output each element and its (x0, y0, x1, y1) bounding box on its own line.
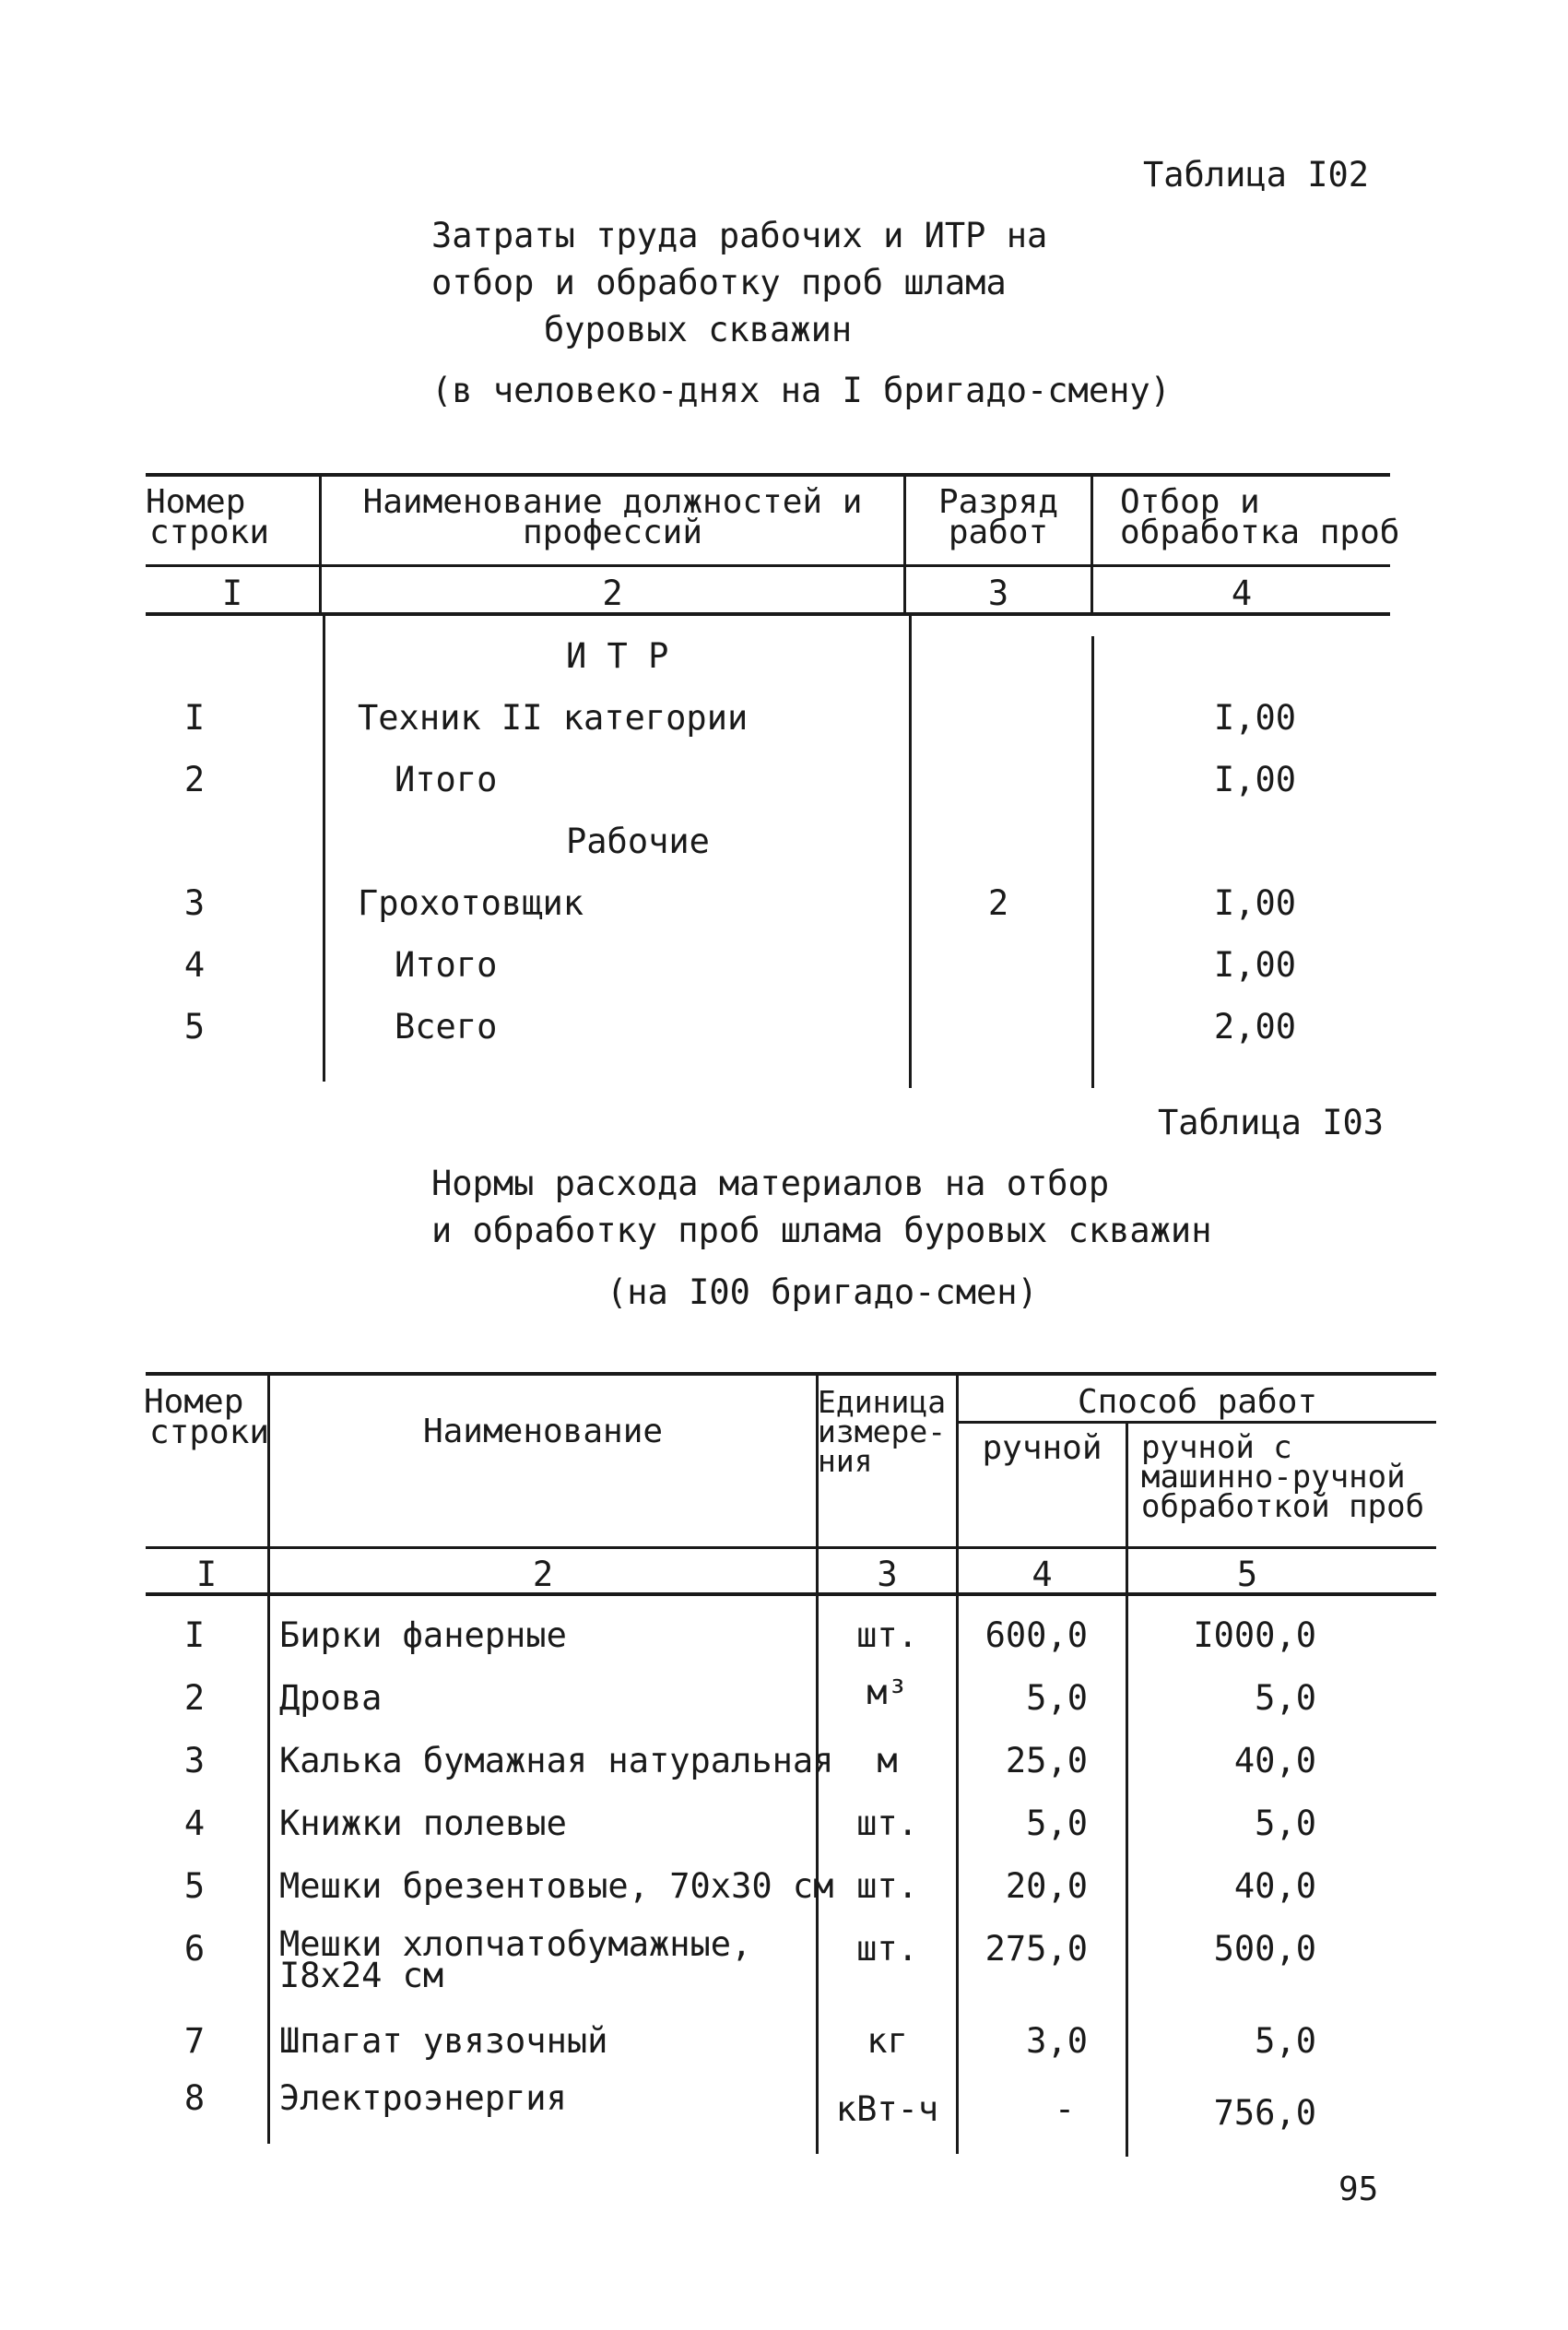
table-102-header-grade-l2: работ (948, 514, 1049, 551)
table-103-row-1-unit: шт. (856, 1615, 918, 1655)
table-102-vline-1-body (323, 616, 325, 1082)
table-103-row-5-machine: 40,0 (1233, 1866, 1316, 1906)
table-103-row-3-number: 3 (183, 1741, 206, 1780)
table-102-top-rule (146, 473, 1390, 477)
table-103-row-7-unit: кг (867, 2021, 908, 2061)
table-103-header-manual: ручной (982, 1429, 1102, 1467)
table-103-header-machine-l2: машинно-ручной (1141, 1459, 1406, 1496)
table-102-row-3-name: Грохотовщик (358, 883, 584, 923)
table-102-vline-2-body (909, 616, 912, 1088)
table-102-colnum-4: 4 (1231, 574, 1253, 613)
table-103-row-7-manual: 3,0 (1026, 2021, 1088, 2061)
table-103-row-2-name: Дрова (279, 1678, 383, 1718)
table-103-colnum-2: 2 (532, 1555, 554, 1594)
table-102-header-number-l1: Номер (146, 483, 246, 521)
table-103-row-7-number: 7 (183, 2021, 206, 2061)
table-102-row-3-value: I,00 (1213, 883, 1296, 923)
table-103-row-6-machine: 500,0 (1213, 1929, 1316, 1969)
table-103-row-4-manual: 5,0 (1026, 1804, 1088, 1843)
table-102-row-5-name: Всего (395, 1007, 498, 1047)
table-102-title-line-1: Затраты труда рабочих и ИТР на (431, 216, 1048, 255)
table-103-row-3-machine: 40,0 (1233, 1741, 1316, 1780)
table-102-header-grade-l1: Разряд (937, 483, 1059, 521)
table-103-header-number-l2: строки (149, 1413, 270, 1451)
table-103-row-1-machine: I000,0 (1193, 1615, 1316, 1655)
table-102-row-1-name: Техник II категории (358, 698, 749, 738)
table-103-header-machine-l3: обработкой проб (1141, 1488, 1425, 1525)
table-103-row-4-name: Книжки полевые (279, 1804, 567, 1843)
table-102-header-value-l1: Отбор и (1120, 483, 1260, 521)
table-102-unit: (в человеко-днях на I бригадо-смену) (431, 371, 1171, 410)
table-102-header-value-l2: обработка проб (1120, 514, 1400, 551)
table-103-row-5-manual: 20,0 (1005, 1866, 1088, 1906)
table-102-header-rule (146, 564, 1390, 567)
table-102-header-name-l1: Наименование должностей и (362, 483, 863, 521)
table-103-row-6-name-l2: I8х24 см (279, 1956, 444, 1995)
table-103-colnum-4: 4 (1032, 1555, 1053, 1594)
table-103-title-line-2: и обработку проб шлама буровых скважин (431, 1211, 1212, 1250)
table-103-row-8-number: 8 (183, 2078, 206, 2118)
table-102-row-5-value: 2,00 (1213, 1007, 1296, 1047)
table-103-row-3-manual: 25,0 (1005, 1741, 1088, 1780)
table-103-row-1-number: I (183, 1615, 206, 1655)
table-102-row-2-number: 2 (183, 760, 206, 799)
table-103-row-5-number: 5 (183, 1866, 206, 1906)
table-103-row-5-name: Мешки брезентовые, 70х30 см (279, 1866, 834, 1906)
table-102-header-name-l2: профессий (522, 514, 703, 551)
table-103-row-3-unit: м (877, 1741, 898, 1780)
table-102-row-2-name: Итого (395, 760, 498, 799)
table-103-header-name: Наименование (422, 1413, 664, 1450)
table-103-header-machine-l1: ручной с (1141, 1429, 1292, 1466)
table-103-colnum-5: 5 (1236, 1555, 1258, 1594)
table-103-row-8-name: Электроэнергия (279, 2078, 567, 2118)
table-102-title-line-3: буровых скважин (544, 310, 853, 349)
table-103-row-2-unit: м³ (867, 1673, 908, 1712)
table-102-row-1-value: I,00 (1213, 698, 1296, 738)
table-102-section-workers: Рабочие (566, 822, 710, 861)
table-102-title-line-2: отбор и обработку проб шлама (431, 263, 1007, 302)
table-103-row-8-unit: кВт-ч (835, 2089, 939, 2129)
table-103-header-number-l1: Номер (144, 1383, 244, 1421)
table-103-row-6-manual: 275,0 (984, 1929, 1088, 1969)
table-103-row-5-unit: шт. (856, 1866, 918, 1906)
table-103-row-6-unit: шт. (856, 1929, 918, 1969)
table-103-row-2-number: 2 (183, 1678, 206, 1718)
table-103-row-1-name: Бирки фанерные (279, 1615, 567, 1655)
table-103-top-rule (146, 1372, 1436, 1376)
table-102-colnum-1: I (221, 574, 243, 613)
table-102-row-1-number: I (183, 698, 206, 738)
table-103-row-7-machine: 5,0 (1255, 2021, 1316, 2061)
table-103-title-line-1: Нормы расхода материалов на отбор (431, 1164, 1110, 1203)
table-102-row-3-number: 3 (183, 883, 206, 923)
table-103-unit: (на I00 бригадо-смен) (607, 1272, 1038, 1312)
table-103-row-2-manual: 5,0 (1026, 1678, 1088, 1718)
table-103-row-4-unit: шт. (856, 1804, 918, 1843)
table-103-colnum-1: I (195, 1555, 218, 1594)
table-102-row-4-name: Итого (395, 945, 498, 985)
table-102-row-4-number: 4 (183, 945, 206, 985)
page-number: 95 (1338, 2170, 1379, 2208)
table-103-group-rule (958, 1421, 1436, 1424)
table-103-header-unit-l3: ния (818, 1443, 873, 1479)
table-103-row-4-number: 4 (183, 1804, 206, 1843)
table-103-label: Таблица I03 (1158, 1103, 1385, 1142)
table-103-row-7-name: Шпагат увязочный (279, 2021, 608, 2061)
table-103-row-2-machine: 5,0 (1255, 1678, 1316, 1718)
table-102-row-3-grade: 2 (987, 883, 1009, 923)
table-102-section-itr: И Т Р (566, 636, 669, 676)
table-103-row-4-machine: 5,0 (1255, 1804, 1316, 1843)
table-103-header-group: Способ работ (1077, 1383, 1318, 1421)
table-102-row-4-value: I,00 (1213, 945, 1296, 985)
table-103-colnum-3: 3 (877, 1555, 898, 1594)
table-102-label: Таблица I02 (1143, 155, 1370, 195)
table-103-header-unit-l2: измере- (818, 1413, 947, 1449)
table-102-row-5-number: 5 (183, 1007, 206, 1047)
table-103-row-6-name-l1: Мешки хлопчатобумажные, (279, 1924, 752, 1964)
table-103-row-8-manual: - (1054, 2089, 1076, 2129)
table-103-header-rule (146, 1546, 1436, 1549)
table-103-header-unit-l1: Единица (818, 1384, 947, 1420)
table-103-row-6-number: 6 (183, 1929, 206, 1969)
table-103-vline-1 (267, 1374, 270, 2144)
table-102-header-number-l2: строки (149, 514, 270, 551)
table-103-row-1-manual: 600,0 (984, 1615, 1088, 1655)
table-102-colnum-3: 3 (987, 574, 1009, 613)
table-102-colnum-2: 2 (602, 574, 623, 613)
table-102-row-2-value: I,00 (1213, 760, 1296, 799)
table-103-row-8-machine: 756,0 (1213, 2093, 1316, 2133)
table-103-row-3-name: Калька бумажная натуральная (279, 1741, 834, 1780)
